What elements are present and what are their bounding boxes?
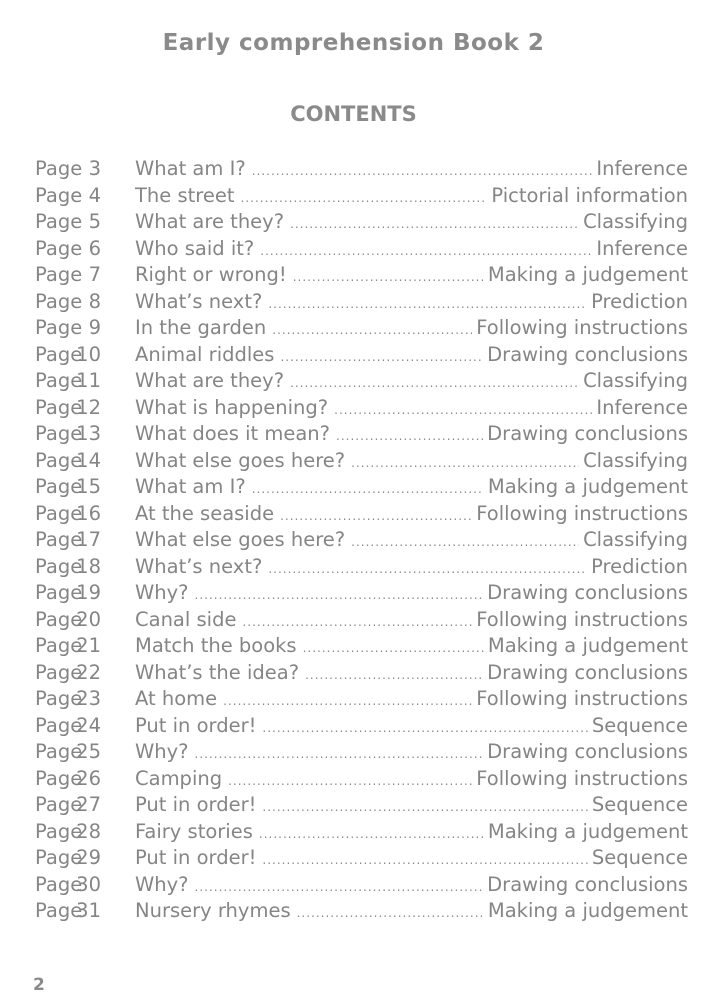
- entry-skill: Inference: [596, 236, 688, 260]
- dot-leader: [195, 747, 484, 761]
- dot-leader: [262, 800, 587, 814]
- entry-line: [135, 740, 688, 763]
- entry-skill: Making a judgement: [487, 475, 688, 498]
- entry-line: [135, 343, 688, 366]
- entry-line: [135, 263, 688, 286]
- entry-title: What am I?: [135, 475, 246, 498]
- page-ref-number: 18: [76, 554, 101, 578]
- page-ref-number: 6: [88, 236, 101, 260]
- toc-entry: [35, 555, 688, 582]
- dot-leader: [305, 668, 483, 682]
- entry-skill: Drawing conclusions: [487, 342, 688, 366]
- entry-title: What does it mean?: [135, 422, 331, 445]
- entry-title: Put in order!: [135, 793, 257, 816]
- page-label: Page: [35, 342, 83, 366]
- toc-entry: [35, 793, 688, 820]
- entry-line: [135, 555, 688, 578]
- entry-line: [135, 873, 688, 896]
- entry-skill: Following instructions: [476, 607, 688, 631]
- page-label: Page: [35, 766, 83, 790]
- dot-leader: [241, 191, 488, 205]
- dot-leader: [195, 880, 484, 894]
- page-label: Page: [35, 210, 83, 233]
- dot-leader: [268, 297, 587, 311]
- page-label: Page: [35, 872, 83, 896]
- dot-leader: [351, 535, 579, 549]
- toc-entry: [35, 290, 688, 317]
- entry-title: Match the books: [135, 634, 297, 657]
- table-of-contents: [35, 157, 688, 926]
- page-ref-number: 5: [88, 210, 101, 233]
- dot-leader: [351, 456, 579, 470]
- dot-leader: [228, 774, 472, 788]
- page-ref-number: 30: [76, 872, 101, 896]
- page-label: Page: [35, 157, 83, 180]
- entry-title: Why?: [135, 872, 189, 896]
- contents-heading: CONTENTS: [290, 102, 417, 126]
- page-ref-number: 31: [76, 899, 101, 922]
- entry-title: Canal side: [135, 607, 237, 631]
- entry-title: What is happening?: [135, 395, 329, 419]
- page-label: Page: [35, 475, 83, 498]
- dot-leader: [260, 244, 592, 258]
- page-label: Page: [35, 581, 83, 604]
- page-ref-number: 14: [76, 448, 101, 472]
- document-title: Early comprehension Book 2: [162, 30, 545, 56]
- toc-entry: [35, 873, 688, 900]
- page-ref-number: 11: [76, 369, 101, 392]
- entry-skill: Prediction: [591, 289, 688, 313]
- page-label: Page: [35, 899, 83, 922]
- entry-skill: Making a judgement: [487, 634, 688, 657]
- entry-title: What are they?: [135, 369, 285, 392]
- entry-title: Who said it?: [135, 236, 255, 260]
- toc-entry: [35, 634, 688, 661]
- page-ref-number: 29: [76, 846, 101, 869]
- page-ref-number: 24: [76, 713, 101, 737]
- page-ref-number: 22: [76, 660, 101, 684]
- entry-skill: Drawing conclusions: [487, 581, 688, 604]
- dot-leader: [290, 376, 579, 390]
- page-label: Page: [35, 236, 83, 260]
- entry-title: What am I?: [135, 157, 246, 180]
- entry-line: [135, 687, 688, 710]
- toc-entry: [35, 687, 688, 714]
- dot-leader: [280, 509, 472, 523]
- entry-skill: Sequence: [591, 793, 688, 816]
- entry-title: At the seaside: [135, 501, 275, 525]
- entry-skill: Drawing conclusions: [487, 660, 688, 684]
- dot-leader: [303, 641, 484, 655]
- dot-leader: [252, 482, 484, 496]
- entry-skill: Making a judgement: [487, 263, 688, 286]
- entry-line: [135, 210, 688, 233]
- page-label: Page: [35, 369, 83, 392]
- dot-leader: [293, 270, 484, 284]
- toc-entry: [35, 581, 688, 608]
- entry-line: [135, 316, 688, 339]
- dot-leader: [280, 350, 483, 364]
- toc-entry: [35, 475, 688, 502]
- entry-skill: Sequence: [591, 713, 688, 737]
- page-ref-number: 28: [76, 819, 101, 843]
- page-ref-number: 23: [76, 687, 101, 710]
- entry-title: What’s the idea?: [135, 660, 300, 684]
- dot-leader: [259, 827, 484, 841]
- toc-entry: [35, 740, 688, 767]
- entry-line: [135, 396, 688, 419]
- page-ref-number: 26: [76, 766, 101, 790]
- dot-leader: [272, 323, 472, 337]
- toc-entry: [35, 396, 688, 423]
- page-label: Page: [35, 316, 83, 339]
- page-label: Page: [35, 395, 83, 419]
- entry-skill: Classifying: [583, 528, 688, 551]
- toc-entry: [35, 210, 688, 237]
- dot-leader: [252, 164, 593, 178]
- toc-entry: [35, 157, 688, 184]
- entry-skill: Making a judgement: [487, 819, 688, 843]
- dot-leader: [242, 615, 472, 629]
- page-label: Page: [35, 528, 83, 551]
- page-label: Page: [35, 422, 83, 445]
- page-ref-number: 15: [76, 475, 101, 498]
- page-ref-number: 19: [76, 581, 101, 604]
- entry-skill: Classifying: [583, 448, 688, 472]
- entry-line: [135, 528, 688, 551]
- entry-line: [135, 714, 688, 737]
- entry-title: What’s next?: [135, 289, 263, 313]
- entry-title: In the garden: [135, 316, 267, 339]
- entry-title: Fairy stories: [135, 819, 253, 843]
- dot-leader: [290, 217, 579, 231]
- toc-entry: [35, 343, 688, 370]
- page-ref-number: 17: [76, 528, 101, 551]
- toc-entry: [35, 714, 688, 741]
- entry-title: What are they?: [135, 210, 285, 233]
- dot-leader: [334, 403, 592, 417]
- entry-skill: Following instructions: [476, 766, 688, 790]
- page-label: Page: [35, 713, 83, 737]
- page-ref-number: 9: [88, 316, 101, 339]
- page-label: Page: [35, 846, 83, 869]
- dot-leader: [297, 906, 484, 920]
- page-label: Page: [35, 740, 83, 763]
- entry-skill: Inference: [596, 157, 688, 180]
- entry-skill: Following instructions: [476, 501, 688, 525]
- page-label: Page: [35, 819, 83, 843]
- entry-skill: Drawing conclusions: [487, 872, 688, 896]
- toc-entry: [35, 263, 688, 290]
- toc-entry: [35, 237, 688, 264]
- entry-title: Put in order!: [135, 846, 257, 869]
- page-ref-number: 20: [76, 607, 101, 631]
- page-ref-number: 4: [88, 183, 101, 207]
- entry-skill: Following instructions: [476, 316, 688, 339]
- toc-entry: [35, 316, 688, 343]
- page-ref-number: 7: [88, 263, 101, 286]
- entry-line: [135, 608, 688, 631]
- page-ref-number: 8: [88, 289, 101, 313]
- page-number: 2: [33, 975, 45, 995]
- toc-entry: [35, 449, 688, 476]
- entry-line: [135, 502, 688, 525]
- entry-skill: Classifying: [583, 369, 688, 392]
- entry-title: Right or wrong!: [135, 263, 287, 286]
- dot-leader: [195, 588, 484, 602]
- dot-leader: [262, 721, 587, 735]
- page-ref-number: 10: [76, 342, 101, 366]
- toc-entry: [35, 846, 688, 873]
- entry-skill: Drawing conclusions: [487, 740, 688, 763]
- entry-title: Put in order!: [135, 713, 257, 737]
- toc-entry: [35, 184, 688, 211]
- page-label: Page: [35, 183, 83, 207]
- entry-title: What else goes here?: [135, 448, 346, 472]
- entry-line: [135, 157, 688, 180]
- page-ref-number: 13: [76, 422, 101, 445]
- toc-entry: [35, 528, 688, 555]
- entry-line: [135, 899, 688, 922]
- entry-line: [135, 661, 688, 684]
- entry-skill: Following instructions: [476, 687, 688, 710]
- entry-title: Why?: [135, 581, 189, 604]
- toc-entry: [35, 767, 688, 794]
- entry-line: [135, 846, 688, 869]
- page-ref-number: 27: [76, 793, 101, 816]
- entry-line: [135, 581, 688, 604]
- entry-title: Why?: [135, 740, 189, 763]
- entry-line: [135, 767, 688, 790]
- dot-leader: [336, 429, 483, 443]
- entry-line: [135, 475, 688, 498]
- toc-entry: [35, 899, 688, 926]
- entry-title: At home: [135, 687, 218, 710]
- entry-line: [135, 422, 688, 445]
- page-label: Page: [35, 501, 83, 525]
- dot-leader: [268, 562, 587, 576]
- page-label: Page: [35, 554, 83, 578]
- page-ref-number: 25: [76, 740, 101, 763]
- page-label: Page: [35, 634, 83, 657]
- entry-line: [135, 184, 688, 207]
- entry-title: The street: [135, 183, 235, 207]
- dot-leader: [223, 694, 472, 708]
- toc-entry: [35, 502, 688, 529]
- entry-line: [135, 793, 688, 816]
- entry-skill: Prediction: [591, 554, 688, 578]
- entry-line: [135, 449, 688, 472]
- page-label: Page: [35, 607, 83, 631]
- page-label: Page: [35, 660, 83, 684]
- entry-title: Animal riddles: [135, 342, 275, 366]
- page-ref-number: 21: [76, 634, 101, 657]
- page-ref-number: 16: [76, 501, 101, 525]
- entry-skill: Pictorial information: [491, 183, 688, 207]
- page-label: Page: [35, 448, 83, 472]
- toc-entry: [35, 608, 688, 635]
- entry-skill: Drawing conclusions: [487, 422, 688, 445]
- page-label: Page: [35, 289, 83, 313]
- entry-line: [135, 820, 688, 843]
- entry-line: [135, 634, 688, 657]
- page-label: Page: [35, 687, 83, 710]
- entry-line: [135, 237, 688, 260]
- entry-title: Camping: [135, 766, 223, 790]
- page-ref-number: 3: [88, 157, 101, 180]
- page-label: Page: [35, 793, 83, 816]
- entry-title: Nursery rhymes: [135, 899, 291, 922]
- entry-title: What else goes here?: [135, 528, 346, 551]
- toc-entry: [35, 369, 688, 396]
- page-ref-number: 12: [76, 395, 101, 419]
- toc-entry: [35, 422, 688, 449]
- page-label: Page: [35, 263, 83, 286]
- entry-skill: Classifying: [583, 210, 688, 233]
- toc-entry: [35, 820, 688, 847]
- entry-skill: Inference: [596, 395, 688, 419]
- entry-line: [135, 369, 688, 392]
- entry-skill: Sequence: [591, 846, 688, 869]
- entry-title: What’s next?: [135, 554, 263, 578]
- entry-line: [135, 290, 688, 313]
- entry-skill: Making a judgement: [487, 899, 688, 922]
- dot-leader: [262, 853, 587, 867]
- toc-entry: [35, 661, 688, 688]
